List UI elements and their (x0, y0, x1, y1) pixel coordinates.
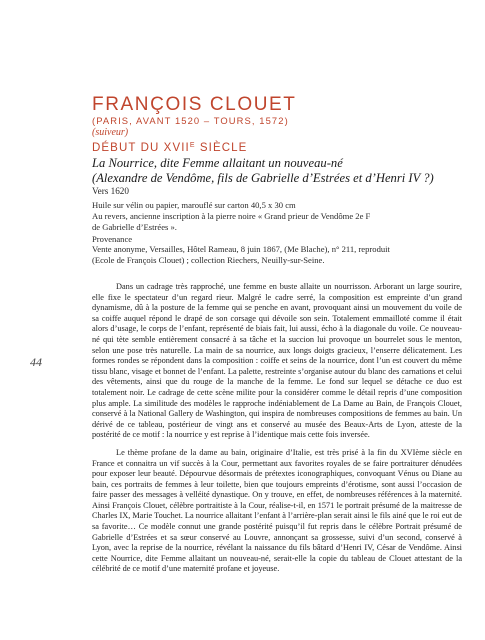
body-paragraph-2: Le thème profane de la dame au bain, originaire d’Italie, est très prisé à la fin du XVIème siècle en France et connaitra un vif succès à la Cour, permettant aux favorites royales de se faire portraiturer dénudées pour exposer leur beauté. Dépourvue désormais de prétextes iconographiques, convoquant Vénus ou Diane au bain, ces portraits de femmes à leur toilette, bien que toujours empreints d’érotisme, sont aussi l’occasion de faire passer des messages à velléité dynastique. On y trouve, en effet, de nombreuses références à la maternité. Ainsi François Clouet, célèbre portraitiste à la Cour, réalise-t-il, en 1571 le portrait présumé de la maitresse de Charles IX, Marie Touchet. La nourrice allaitant l’enfant à l’arrière-plan serait ainsi le fils ainé que le roi eut de sa favorite… Ce modèle connut une grande postérité puisqu’il fut repris dans le célèbre Portrait présumé de Gabrielle d’Estrées et sa sœur conservé au Louvre, annonçant sa grossesse, suivi d’un second, conservé à Lyon, avec la reprise de la nourrice, révélant la naissance du fils bâtard d’Henri IV, César de Vendôme. Ainsi cette Nourrice, dite Femme allaitant un nouveau-né, serait-elle la copie du tableau de Clouet attestant de la célébrité de ce motif d’une maternité profane et joyeuse. (92, 447, 462, 574)
medium-line-3: de Gabrielle d’Estrées ». (92, 222, 177, 232)
period-sup: E (189, 142, 196, 149)
medium-line-2: Au revers, ancienne inscription à la pierre noire « Grand prieur de Vendôme 2e F (92, 211, 371, 221)
page-number: 44 (30, 355, 42, 369)
artwork-medium (92, 200, 370, 233)
artwork-date: Vers 1620 (92, 186, 129, 196)
artist-header (92, 94, 452, 155)
body-text (92, 282, 462, 582)
provenance-line-2: (Ecole de François Clouet) ; collection Riechers, Neuilly-sur-Seine. (92, 255, 325, 265)
artwork-title-line-1: La Nourrice, dite Femme allaitant un nouveau-né (92, 156, 343, 170)
artwork-title (92, 156, 472, 185)
period-suffix: SIÈCLE (195, 142, 248, 154)
body-paragraph-1: Dans un cadrage très rapproché, une femme en buste allaite un nourrisson. Arborant un large sourire, elle fixe le spectateur d’un regard rieur. Malgré le cadre serré, la composition est empreinte d’un grand dynamisme, dû à la posture de la femme qui se penche en avant, provoquant ainsi un mouvement du voile de sa coiffe auquel répond le drapé de son corsage qui dévoile son sein. Totalement emmailloté comme il était alors d’usage, le corps de l’enfant, représenté de biais fait, lui aussi, écho à la diagonale du voile. Ce nouveau-né qui tète semble entièrement consacré à sa tâche et la succion lui provoque un bourrelet sous le menton, selon une pose très naturelle. La main de sa nourrice, aux longs doigts gracieux, l’enserre délicatement. Les formes rondes se répondent dans la composition : coiffe et seins de la nourrice, dont l’un est couvert du même tissu blanc, visage et bonnet de l’enfant. La palette, restreinte s’organise autour du blanc des carnations et celui des vêtements, ainsi que du rouge de la manche de la femme. Le fond sur lequel se détache ce duo est totalement noir. Le cadrage de cette scène milite pour la considérer comme le détail repris d’une composition plus ample. La similitude des modèles le rapproche indéniablement de La Dame au Bain, de François Clouet, conservé à la National Gallery de Washington, qui inspira de nombreuses compositions de femmes au bain. Un dérivé de ce tableau, postérieur de vingt ans et conservé au musée des Beaux-Arts de Lyon, atteste de la postérité de ce motif : la nourrice y est reprise à l’identique mais cette fois inversée. (92, 282, 462, 440)
provenance-label: Provenance (92, 234, 133, 244)
artist-name: FRANÇOIS CLOUET (92, 94, 297, 115)
medium-line-1: Huile sur vélin ou papier, marouflé sur carton 40,5 x 30 cm (92, 200, 296, 210)
period-label (92, 139, 452, 155)
attribution-note: (suiveur) (92, 127, 129, 138)
period-prefix: DÉBUT DU XVII (92, 142, 190, 154)
artwork-title-line-2: (Alexandre de Vendôme, fils de Gabrielle d’Estrées et d’Henri IV ?) (92, 170, 434, 185)
provenance-line-1: Vente anonyme, Versailles, Hôtel Rameau, 8 juin 1867, (Me Blache), n° 211, reproduit (92, 244, 390, 254)
provenance-text (92, 244, 472, 266)
artist-dates: (PARIS, AVANT 1520 – TOURS, 1572) (92, 115, 289, 126)
